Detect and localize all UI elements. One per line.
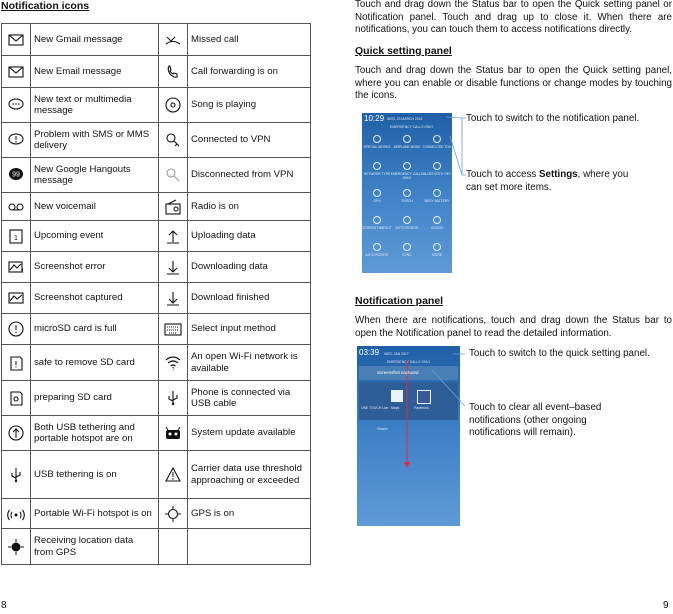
usb-hotspot-icon [2, 416, 31, 451]
call-forwarding-icon [159, 56, 188, 88]
left-section-title: Notification icons [1, 0, 90, 12]
icon-description: New Email message [31, 56, 159, 88]
qs-tile [390, 243, 424, 257]
qs-tile-icon [373, 243, 381, 251]
table-row [2, 451, 311, 499]
qs-tile-icon [403, 216, 411, 224]
icon-description [188, 529, 311, 565]
qs-tile-label: SOUND [431, 226, 443, 230]
qs-tile-label: NETWORK TYPE [363, 172, 391, 176]
notif-ann-1: Touch to switch to the quick setting panel. [469, 348, 650, 359]
icon-description: Downloading data [188, 252, 311, 283]
hangouts-icon [2, 158, 31, 193]
qs-tile-label: SYNC [402, 253, 412, 257]
page-number-right: 9 [663, 600, 669, 611]
qs-carrier: EMERGENCY CALLS ONLY [390, 125, 434, 129]
icon-description: Radio is on [188, 193, 311, 221]
icon-description: Uploading data [188, 221, 311, 252]
intro-paragraph: Touch and drag down the Status bar to open the Quick setting panel or Notification panel. Touch and drag up to close it. When there are notifications, you can touch them to access notifications directly. [355, 0, 672, 36]
voicemail-icon [2, 193, 31, 221]
np-app-2: Maps [391, 406, 400, 410]
quick-callout-lines [440, 110, 480, 190]
calendar-icon [2, 221, 31, 252]
table-row [2, 416, 311, 451]
qs-tile-icon [373, 216, 381, 224]
qs-tile-icon [433, 243, 441, 251]
download-finished-icon [159, 283, 188, 314]
svg-text:1: 1 [14, 235, 18, 242]
np-time: 03:39 [359, 348, 380, 357]
icon-description: safe to remove SD card [31, 345, 159, 381]
page-number-left: 8 [1, 600, 7, 611]
qs-time: 10:29 [364, 114, 385, 123]
icon-description: New text or multimedia message [31, 88, 159, 123]
missed-call-icon [159, 24, 188, 56]
quick-setting-heading: Quick setting panel [355, 45, 452, 57]
keyboard-icon [159, 314, 188, 345]
qs-tile-label: SPECIAL MODES [363, 145, 391, 149]
svg-text:!: ! [22, 269, 24, 275]
qs-tile-icon [403, 135, 411, 143]
svg-text:99: 99 [12, 171, 20, 179]
quick-ann-2: Touch to access Settings, where you can set more items. [466, 169, 629, 193]
table-row [2, 499, 311, 529]
location-icon [2, 529, 31, 565]
qs-tile [390, 162, 424, 180]
qs-tile-icon [433, 216, 441, 224]
icon-description: Download finished [188, 283, 311, 314]
radio-icon [159, 193, 188, 221]
icon-description: Both USB tethering and portable hotspot are on [31, 416, 159, 451]
notification-panel-heading: Notification panel [355, 295, 444, 307]
table-row [2, 123, 311, 158]
qs-tile [420, 216, 452, 230]
quick-setting-screenshot [362, 113, 452, 273]
qs-tile-icon [373, 189, 381, 197]
qs-tile [390, 216, 424, 230]
table-row [2, 193, 311, 221]
icon-description: Upcoming event [31, 221, 159, 252]
sms-problem-icon [2, 123, 31, 158]
icon-description: Call forwarding is on [188, 56, 311, 88]
icon-description: Carrier data use threshold approaching or exceeded [188, 451, 311, 499]
np-date: WED, JAN 2017 [384, 352, 409, 356]
icon-description: Screenshot captured [31, 283, 159, 314]
icon-description: New Google Hangouts message [31, 158, 159, 193]
qs-tile-label: BLUETOOTH OFF [423, 172, 451, 176]
svg-text:?: ? [171, 366, 175, 372]
qs-tile-label: EMERGENCY CALLS ONLY [390, 172, 424, 180]
icon-description: GPS is on [188, 499, 311, 529]
notification-icons-table [1, 23, 311, 565]
qs-tile [420, 243, 452, 257]
qs-tile-label: GPS [373, 199, 381, 203]
gmail-icon [2, 24, 31, 56]
email-icon [2, 56, 31, 88]
np-app-1: ONE TOUCH Live [361, 406, 389, 410]
usb-tethering-icon [2, 451, 31, 499]
qs-date: WED, 23 MARCH 2016 [387, 117, 423, 121]
np-carrier: EMERGENCY CALLS ONLY [387, 360, 431, 364]
table-row [2, 24, 311, 56]
quick-ann-1: Touch to switch to the notification panel. [466, 113, 640, 124]
qs-tile [420, 189, 452, 203]
wifi-open-icon [159, 345, 188, 381]
icon-description: Select input method [188, 314, 311, 345]
icon-description: Receiving location data from GPS [31, 529, 159, 565]
qs-tile-label: AUTO ROTATE [365, 253, 389, 257]
icon-description: New Gmail message [31, 24, 159, 56]
upload-icon [159, 221, 188, 252]
warning-icon [159, 451, 188, 499]
np-app-3: Facebook [414, 406, 429, 410]
text-message-icon [2, 88, 31, 123]
qs-tile-icon [373, 135, 381, 143]
table-row [2, 158, 311, 193]
qs-tile-label: AUTO ROTATE [395, 226, 419, 230]
qs-tile-icon [403, 162, 411, 170]
system-update-icon [159, 416, 188, 451]
icon-description: Phone is connected via USB cable [188, 381, 311, 416]
sd-full-icon [2, 314, 31, 345]
gps-icon [159, 499, 188, 529]
icon-description: USB tethering is on [31, 451, 159, 499]
quick-setting-paragraph: Touch and drag down the Status bar to open the Quick setting panel, where you can enable or disable functions or change modes by touching the icons. [355, 65, 672, 102]
qs-tile-label: TORCH [401, 199, 413, 203]
qs-tile-label: CONNECTED TOU [422, 145, 452, 149]
sd-preparing-icon [2, 381, 31, 416]
np-share: Share [377, 426, 388, 431]
icon-description: Song is playing [188, 88, 311, 123]
vpn-connected-icon [159, 123, 188, 158]
icon-description: Disconnected from VPN [188, 158, 311, 193]
screenshot-error-icon [2, 252, 31, 283]
table-row [2, 56, 311, 88]
hotspot-icon [2, 499, 31, 529]
table-row [2, 252, 311, 283]
icon-description: System update available [188, 416, 311, 451]
icon-description: Screenshot error [31, 252, 159, 283]
np-notification-text: Screenshot captured [377, 370, 419, 375]
notification-callout-lines [357, 346, 467, 526]
table-row [2, 529, 311, 565]
sd-remove-icon [2, 345, 31, 381]
table-row [2, 314, 311, 345]
icon-description: microSD card is full [31, 314, 159, 345]
qs-tile-label: SCREEN TIMEOUT [362, 226, 392, 230]
empty-icon-cell [159, 529, 188, 565]
qs-tile [390, 135, 424, 149]
icon-description: An open Wi-Fi network is available [188, 345, 311, 381]
screenshot-icon [2, 283, 31, 314]
qs-tile-icon [433, 189, 441, 197]
icon-description: Connected to VPN [188, 123, 311, 158]
qs-tile-label: BUSY BATTERY [424, 199, 450, 203]
icon-description: preparing SD card [31, 381, 159, 416]
icon-description: Missed call [188, 24, 311, 56]
qs-tile-label: AIRPLANE MODE [393, 145, 421, 149]
qs-tile-icon [373, 162, 381, 170]
table-row [2, 283, 311, 314]
table-row [2, 88, 311, 123]
notification-panel-paragraph: When there are notifications, touch and drag down the Status bar to open the Notification panel to read the detailed information. [355, 315, 672, 339]
qs-tile-label: MORE [432, 253, 442, 257]
icon-description: Portable Wi-Fi hotspot is on [31, 499, 159, 529]
qs-tile [390, 189, 424, 203]
notif-ann-2: Touch to clear all event–based notifications (other ongoing notifications will remain). [469, 402, 602, 439]
download-icon [159, 252, 188, 283]
usb-icon [159, 381, 188, 416]
icon-description: Problem with SMS or MMS delivery [31, 123, 159, 158]
table-row [2, 381, 311, 416]
icon-description: New voicemail [31, 193, 159, 221]
table-row [2, 221, 311, 252]
qs-tile-icon [403, 243, 411, 251]
song-playing-icon [159, 88, 188, 123]
qs-tile-icon [403, 189, 411, 197]
vpn-disconnected-icon [159, 158, 188, 193]
table-row [2, 345, 311, 381]
